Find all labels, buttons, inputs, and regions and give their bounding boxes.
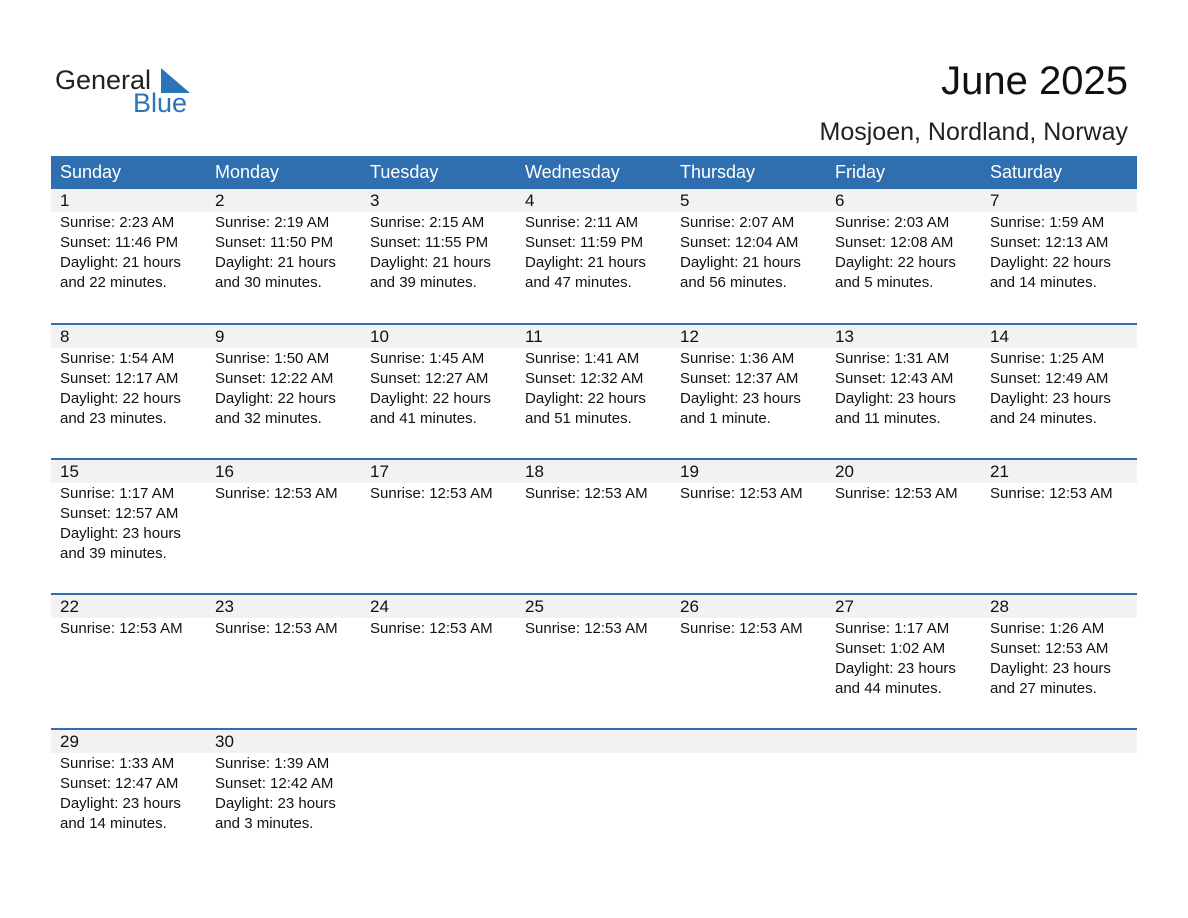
- week-cells: [51, 189, 1137, 321]
- sunrise-text: Sunrise: 12:53 AM: [525, 485, 648, 502]
- day-number: 5: [680, 191, 690, 210]
- sunrise-text: Sunrise: 1:41 AM: [525, 350, 640, 367]
- day-cell: [516, 460, 671, 592]
- day-cell: [361, 325, 516, 457]
- day-number: 11: [525, 327, 543, 346]
- daylight-minutes-text: and 30 minutes.: [215, 274, 322, 291]
- sun-info: [525, 619, 648, 639]
- sunrise-text: Sunrise: 2:11 AM: [525, 214, 639, 231]
- sunrise-text: Sunrise: 2:23 AM: [60, 214, 175, 231]
- daylight-minutes-text: and 32 minutes.: [215, 410, 322, 427]
- day-cell: [206, 730, 361, 862]
- weekday-header: [51, 156, 1137, 189]
- daylight-text: Daylight: 22 hours: [215, 390, 336, 407]
- sunset-text: Sunset: 11:50 PM: [215, 234, 334, 251]
- calendar-week-row: [51, 458, 1137, 592]
- day-number: 1: [60, 191, 70, 210]
- daylight-minutes-text: and 23 minutes.: [60, 410, 167, 427]
- day-cell: [826, 325, 981, 457]
- sun-info: [835, 619, 956, 699]
- week-cells: [51, 460, 1137, 592]
- day-number: 23: [215, 597, 234, 616]
- sunrise-text: Sunrise: 1:39 AM: [215, 755, 330, 772]
- sunrise-text: Sunrise: 1:33 AM: [60, 755, 175, 772]
- day-cell: [516, 189, 671, 321]
- weekday-sunday: Sunday: [60, 162, 122, 182]
- day-cell: [671, 730, 826, 862]
- day-cell: [981, 595, 1136, 727]
- day-number: 25: [525, 597, 544, 616]
- sun-info: [525, 213, 646, 293]
- daylight-minutes-text: and 47 minutes.: [525, 274, 632, 291]
- weekday-thursday: Thursday: [680, 162, 756, 182]
- sunset-text: Sunset: 12:08 AM: [835, 234, 954, 251]
- weekday-wednesday: Wednesday: [525, 162, 620, 182]
- day-cell: [361, 189, 516, 321]
- sun-info: [215, 213, 336, 293]
- day-number: 27: [835, 597, 854, 616]
- sun-info: [680, 349, 801, 429]
- sunrise-text: Sunrise: 12:53 AM: [525, 620, 648, 637]
- sunrise-text: Sunrise: 12:53 AM: [215, 485, 338, 502]
- day-number: 9: [215, 327, 225, 346]
- location-subtitle: Mosjoen, Nordland, Norway: [819, 118, 1128, 146]
- sun-info: [990, 619, 1111, 699]
- sun-info: [60, 213, 181, 293]
- daylight-minutes-text: and 11 minutes.: [835, 410, 941, 427]
- day-cell: [826, 189, 981, 321]
- day-cell: [826, 595, 981, 727]
- day-cell: [981, 189, 1136, 321]
- sunset-text: Sunset: 12:13 AM: [990, 234, 1109, 251]
- week-cells: [51, 595, 1137, 727]
- calendar-week-row: [51, 323, 1137, 457]
- day-number: 8: [60, 327, 70, 346]
- sunset-text: Sunset: 11:46 PM: [60, 234, 179, 251]
- sunrise-text: Sunrise: 1:17 AM: [835, 620, 950, 637]
- daylight-text: Daylight: 23 hours: [990, 660, 1111, 677]
- day-cell: [361, 460, 516, 592]
- day-cell: [671, 189, 826, 321]
- sunrise-text: Sunrise: 1:50 AM: [215, 350, 330, 367]
- day-cell: [51, 730, 206, 862]
- daylight-minutes-text: and 22 minutes.: [60, 274, 167, 291]
- sun-info: [680, 213, 801, 293]
- sunset-text: Sunset: 12:22 AM: [215, 370, 334, 387]
- day-number: 18: [525, 462, 544, 481]
- calendar-week-row: [51, 593, 1137, 727]
- daylight-minutes-text: and 14 minutes.: [990, 274, 1097, 291]
- daylight-minutes-text: and 3 minutes.: [215, 815, 314, 832]
- day-cell: [671, 325, 826, 457]
- sunset-text: Sunset: 12:42 AM: [215, 775, 334, 792]
- weekday-monday: Monday: [215, 162, 280, 182]
- day-cell: [206, 325, 361, 457]
- daylight-text: Daylight: 23 hours: [60, 795, 181, 812]
- sunrise-text: Sunrise: 1:26 AM: [990, 620, 1105, 637]
- sunset-text: Sunset: 12:49 AM: [990, 370, 1109, 387]
- day-number: 15: [60, 462, 79, 481]
- day-number: 2: [215, 191, 225, 210]
- day-cell: [671, 460, 826, 592]
- sun-info: [215, 484, 338, 504]
- daylight-text: Daylight: 21 hours: [60, 254, 181, 271]
- day-cell: [206, 595, 361, 727]
- sunrise-text: Sunrise: 2:15 AM: [370, 214, 485, 231]
- daylight-text: Daylight: 23 hours: [990, 390, 1111, 407]
- day-number: 7: [990, 191, 1000, 210]
- day-cell: [671, 595, 826, 727]
- weekday-friday: Friday: [835, 162, 886, 182]
- daylight-text: Daylight: 22 hours: [525, 390, 646, 407]
- daylight-text: Daylight: 21 hours: [680, 254, 801, 271]
- sunset-text: Sunset: 11:55 PM: [370, 234, 489, 251]
- daylight-text: Daylight: 21 hours: [215, 254, 336, 271]
- sunset-text: Sunset: 11:59 PM: [525, 234, 644, 251]
- sun-info: [370, 349, 491, 429]
- daylight-text: Daylight: 23 hours: [680, 390, 801, 407]
- day-number: 28: [990, 597, 1009, 616]
- sunset-text: Sunset: 12:04 AM: [680, 234, 799, 251]
- day-number: 22: [60, 597, 79, 616]
- sunrise-text: Sunrise: 1:59 AM: [990, 214, 1105, 231]
- day-number: 10: [370, 327, 389, 346]
- day-number: 21: [990, 462, 1009, 481]
- sunrise-text: Sunrise: 12:53 AM: [215, 620, 338, 637]
- sunrise-text: Sunrise: 1:31 AM: [835, 350, 950, 367]
- logo-text-general: General: [55, 65, 152, 95]
- calendar-week-row: [51, 189, 1137, 323]
- day-cell: [826, 460, 981, 592]
- sunrise-text: Sunrise: 1:45 AM: [370, 350, 485, 367]
- day-number: 6: [835, 191, 845, 210]
- daylight-text: Daylight: 22 hours: [990, 254, 1111, 271]
- day-cell: [516, 595, 671, 727]
- daylight-minutes-text: and 56 minutes.: [680, 274, 787, 291]
- day-number: 24: [370, 597, 389, 616]
- daylight-minutes-text: and 41 minutes.: [370, 410, 477, 427]
- daylight-minutes-text: and 24 minutes.: [990, 410, 1097, 427]
- sun-info: [370, 619, 493, 639]
- sun-info: [60, 349, 181, 429]
- day-cell: [51, 325, 206, 457]
- brand-logo: [55, 64, 205, 120]
- sunrise-text: Sunrise: 12:53 AM: [680, 485, 803, 502]
- sun-info: [60, 484, 181, 564]
- sun-info: [215, 349, 336, 429]
- page-title: June 2025: [941, 59, 1128, 103]
- day-number: 29: [60, 732, 79, 751]
- sun-info: [525, 484, 648, 504]
- day-number: 14: [990, 327, 1009, 346]
- week-cells: [51, 730, 1137, 862]
- sunrise-text: Sunrise: 12:53 AM: [370, 620, 493, 637]
- sun-info: [60, 754, 181, 834]
- sun-info: [215, 619, 338, 639]
- daylight-text: Daylight: 21 hours: [370, 254, 491, 271]
- sunrise-text: Sunrise: 2:03 AM: [835, 214, 950, 231]
- sun-info: [370, 213, 491, 293]
- day-number: 4: [525, 191, 535, 210]
- day-number: 17: [370, 462, 389, 481]
- day-number: 20: [835, 462, 854, 481]
- sun-info: [525, 349, 646, 429]
- sunset-text: Sunset: 12:32 AM: [525, 370, 644, 387]
- sunset-text: Sunset: 12:37 AM: [680, 370, 799, 387]
- daylight-text: Daylight: 23 hours: [835, 660, 956, 677]
- daylight-text: Daylight: 21 hours: [525, 254, 646, 271]
- day-cell: [206, 460, 361, 592]
- sun-info: [835, 484, 958, 504]
- day-cell: [51, 189, 206, 321]
- sunset-text: Sunset: 12:53 AM: [990, 640, 1109, 657]
- sunset-text: Sunset: 12:57 AM: [60, 505, 179, 522]
- sunrise-text: Sunrise: 12:53 AM: [835, 485, 958, 502]
- sunrise-text: Sunrise: 2:07 AM: [680, 214, 795, 231]
- day-cell: [206, 189, 361, 321]
- sunrise-text: Sunrise: 12:53 AM: [370, 485, 493, 502]
- sun-info: [680, 484, 803, 504]
- sun-info: [835, 349, 956, 429]
- day-cell: [361, 595, 516, 727]
- daylight-text: Daylight: 22 hours: [370, 390, 491, 407]
- sunrise-text: Sunrise: 1:36 AM: [680, 350, 795, 367]
- sunset-text: Sunset: 12:43 AM: [835, 370, 954, 387]
- daylight-minutes-text: and 44 minutes.: [835, 680, 942, 697]
- weekday-saturday: Saturday: [990, 162, 1063, 182]
- day-cell: [516, 325, 671, 457]
- sunrise-text: Sunrise: 1:17 AM: [60, 485, 175, 502]
- logo-text-blue: Blue: [133, 88, 188, 118]
- day-number: 19: [680, 462, 699, 481]
- daylight-minutes-text: and 51 minutes.: [525, 410, 632, 427]
- sunrise-text: Sunrise: 2:19 AM: [215, 214, 330, 231]
- day-number: 26: [680, 597, 699, 616]
- sun-info: [835, 213, 956, 293]
- sunset-text: Sunset: 1:02 AM: [835, 640, 946, 657]
- day-cell: [981, 325, 1136, 457]
- daylight-minutes-text: and 14 minutes.: [60, 815, 167, 832]
- weekday-tuesday: Tuesday: [370, 162, 439, 182]
- sun-info: [990, 213, 1111, 293]
- day-number: 13: [835, 327, 854, 346]
- sunset-text: Sunset: 12:27 AM: [370, 370, 489, 387]
- sunrise-text: Sunrise: 12:53 AM: [680, 620, 803, 637]
- day-cell: [361, 730, 516, 862]
- sun-info: [215, 754, 336, 834]
- sunrise-text: Sunrise: 12:53 AM: [990, 485, 1113, 502]
- day-cell: [51, 460, 206, 592]
- day-number: 3: [370, 191, 380, 210]
- sun-info: [990, 484, 1113, 504]
- sunset-text: Sunset: 12:47 AM: [60, 775, 179, 792]
- day-cell: [981, 460, 1136, 592]
- daylight-minutes-text: and 39 minutes.: [60, 545, 167, 562]
- daylight-text: Daylight: 23 hours: [215, 795, 336, 812]
- daylight-minutes-text: and 39 minutes.: [370, 274, 477, 291]
- day-number: 30: [215, 732, 234, 751]
- daylight-text: Daylight: 22 hours: [60, 390, 181, 407]
- calendar-week-row: [51, 728, 1137, 862]
- daylight-text: Daylight: 23 hours: [60, 525, 181, 542]
- sunrise-text: Sunrise: 1:25 AM: [990, 350, 1105, 367]
- daylight-text: Daylight: 22 hours: [835, 254, 956, 271]
- sun-info: [990, 349, 1111, 429]
- sunrise-text: Sunrise: 1:54 AM: [60, 350, 175, 367]
- daylight-minutes-text: and 5 minutes.: [835, 274, 934, 291]
- sunset-text: Sunset: 12:17 AM: [60, 370, 179, 387]
- daylight-minutes-text: and 1 minute.: [680, 410, 771, 427]
- daylight-text: Daylight: 23 hours: [835, 390, 956, 407]
- sun-info: [680, 619, 803, 639]
- day-cell: [981, 730, 1136, 862]
- day-number: 16: [215, 462, 234, 481]
- day-cell: [51, 595, 206, 727]
- day-number: 12: [680, 327, 699, 346]
- week-cells: [51, 325, 1137, 457]
- daylight-minutes-text: and 27 minutes.: [990, 680, 1097, 697]
- day-cell: [826, 730, 981, 862]
- sun-info: [370, 484, 493, 504]
- day-cell: [516, 730, 671, 862]
- sun-info: [60, 619, 183, 639]
- sunrise-text: Sunrise: 12:53 AM: [60, 620, 183, 637]
